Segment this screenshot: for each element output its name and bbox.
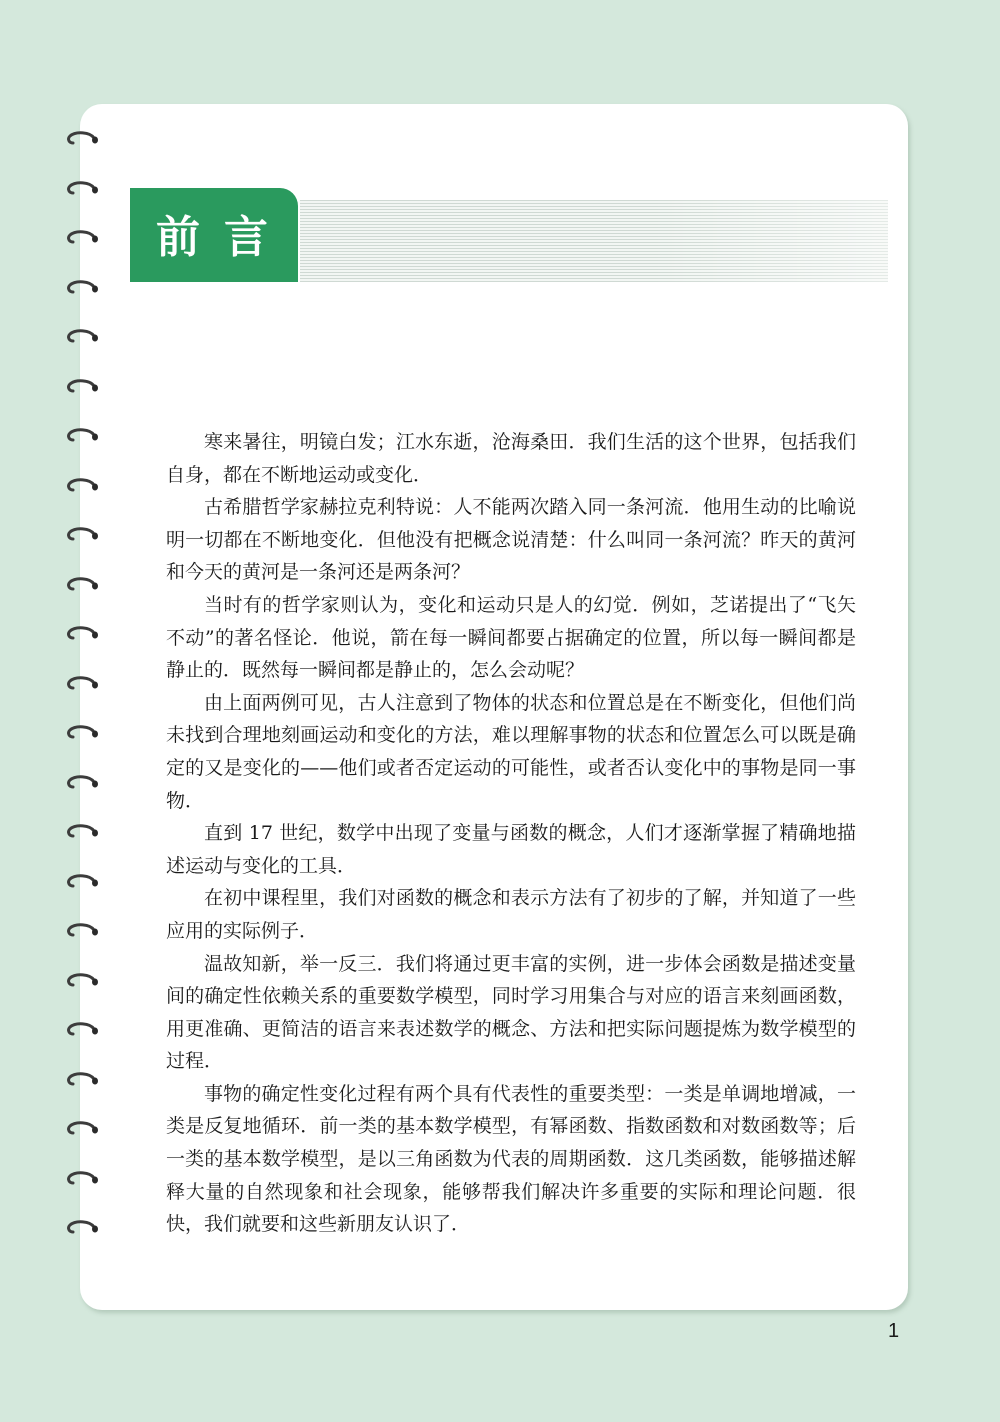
binder-ring-icon	[64, 774, 100, 794]
binder-ring-icon	[64, 1071, 100, 1091]
binder-rings	[64, 130, 104, 1280]
title-stripe-decoration	[300, 200, 888, 282]
binder-ring-icon	[64, 724, 100, 744]
binder-ring-icon	[64, 625, 100, 645]
paragraph: 由上面两例可见，古人注意到了物体的状态和位置总是在不断变化，但他们尚未找到合理地刻画运动和变化的方法，难以理解事物的状态和位置怎么可以既是确定的又是变化的——他们或者否定运动的可能性，或者否认变化中的事物是同一事物．	[166, 691, 856, 812]
binder-ring-icon	[64, 1021, 100, 1041]
page-number: 1	[888, 1320, 900, 1342]
binder-ring-icon	[64, 972, 100, 992]
paragraph: 事物的确定性变化过程有两个具有代表性的重要类型：一类是单调地增减，一类是反复地循环．前一类的基本数学模型，有幂函数、指数函数和对数函数等；后一类的基本数学模型，是以三角函数为代表的周期函数．这几类函数，能够描述解释大量的自然现象和社会现象，能够帮我们解决许多重要的实际和理论问题．很快，我们就要和这些新朋友认识了．	[166, 1082, 856, 1236]
binder-ring-icon	[64, 873, 100, 893]
binder-ring-icon	[64, 1219, 100, 1239]
paragraph: 温故知新，举一反三．我们将通过更丰富的实例，进一步体会函数是描述变量间的确定性依赖关系的重要数学模型，同时学习用集合与对应的语言来刻画函数，用更准确、更简洁的语言来表述数学的概念、方法和把实际问题提炼为数学模型的过程．	[166, 952, 856, 1073]
preface-body	[166, 426, 856, 1241]
binder-ring-icon	[64, 823, 100, 843]
paragraph: 在初中课程里，我们对函数的概念和表示方法有了初步的了解，并知道了一些应用的实际例子．	[166, 887, 856, 942]
paragraph: 寒来暑往，明镜白发；江水东逝，沧海桑田．我们生活的这个世界，包括我们自身，都在不断地运动或变化．	[166, 431, 856, 486]
binder-ring-icon	[64, 378, 100, 398]
binder-ring-icon	[64, 229, 100, 249]
page-title: 前言	[156, 212, 292, 263]
binder-ring-icon	[64, 130, 100, 150]
binder-ring-icon	[64, 922, 100, 942]
title-banner	[130, 188, 298, 282]
binder-ring-icon	[64, 427, 100, 447]
binder-ring-icon	[64, 675, 100, 695]
binder-ring-icon	[64, 477, 100, 497]
paragraph: 古希腊哲学家赫拉克利特说：人不能两次踏入同一条河流．他用生动的比喻说明一切都在不断地变化．但他没有把概念说清楚：什么叫同一条河流？昨天的黄河和今天的黄河是一条河还是两条河？	[166, 496, 856, 584]
paragraph: 当时有的哲学家则认为，变化和运动只是人的幻觉．例如，芝诺提出了“飞矢不动”的著名怪论．他说，箭在每一瞬间都要占据确定的位置，所以每一瞬间都是静止的．既然每一瞬间都是静止的，怎么会动呢？	[166, 593, 856, 682]
binder-ring-icon	[64, 279, 100, 299]
binder-ring-icon	[64, 328, 100, 348]
paragraph: 直到 17 世纪，数学中出现了变量与函数的概念，人们才逐渐掌握了精确地描述运动与变化的工具．	[166, 822, 856, 877]
binder-ring-icon	[64, 1120, 100, 1140]
binder-ring-icon	[64, 526, 100, 546]
binder-ring-icon	[64, 1170, 100, 1190]
binder-ring-icon	[64, 180, 100, 200]
binder-ring-icon	[64, 576, 100, 596]
